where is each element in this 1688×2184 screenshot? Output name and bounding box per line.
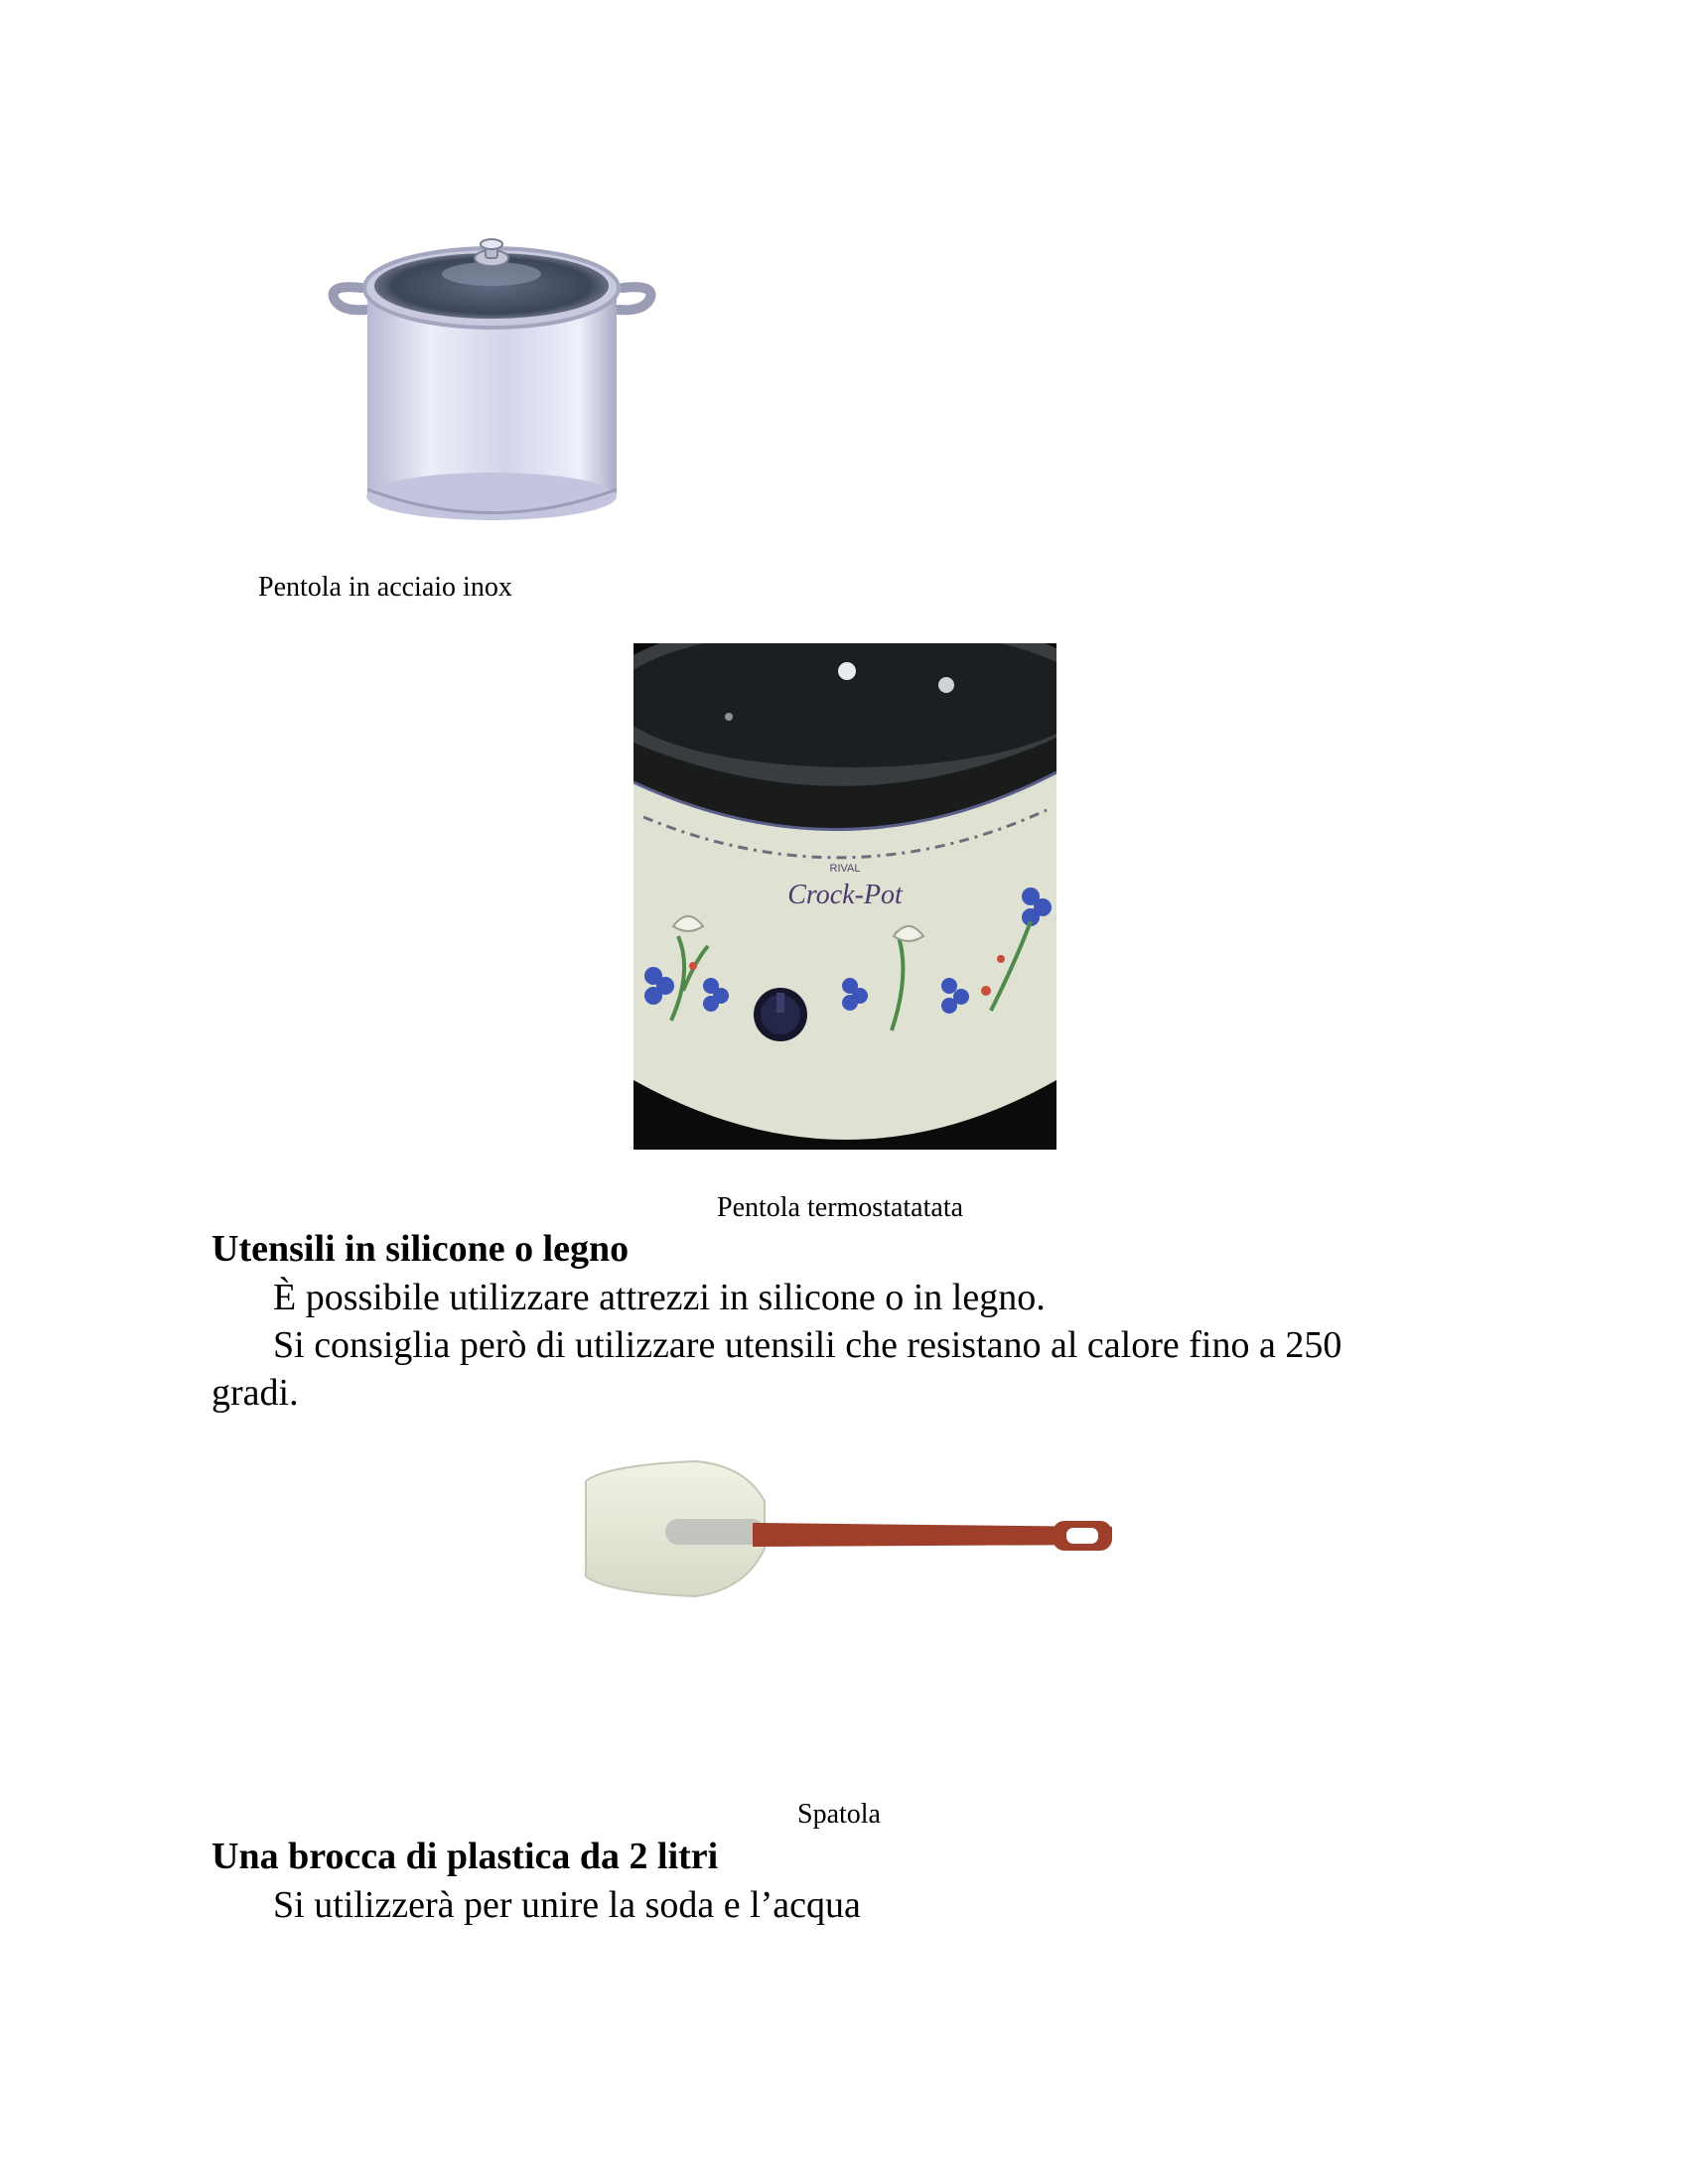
spatula-caption: Spatola bbox=[797, 1799, 881, 1830]
jug-paragraph-1: Si utilizzerà per unire la soda e l’acqua bbox=[273, 1884, 861, 1926]
spatula-image bbox=[576, 1451, 1112, 1610]
utensils-paragraph-2-line-1: Si consiglia però di utilizzare utensili che resistano al calore fino a 250 bbox=[273, 1324, 1342, 1366]
utensils-paragraph-1: È possibile utilizzare attrezzi in silicone o in legno. bbox=[273, 1277, 1046, 1318]
crock-pot-logo-text: Crock-Pot bbox=[787, 880, 903, 910]
stock-pot-caption: Pentola in acciaio inox bbox=[258, 572, 512, 603]
jug-heading: Una brocca di plastica da 2 litri bbox=[211, 1836, 719, 1877]
slow-cooker-image bbox=[633, 643, 1056, 1150]
utensils-heading: Utensili in silicone o legno bbox=[211, 1228, 630, 1270]
crock-pot-logo-brand: RIVAL bbox=[829, 863, 861, 875]
utensils-paragraph-2-line-2: gradi. bbox=[211, 1372, 299, 1414]
slow-cooker-caption: Pentola termostatatata bbox=[717, 1192, 964, 1223]
stock-pot-image bbox=[326, 226, 658, 544]
